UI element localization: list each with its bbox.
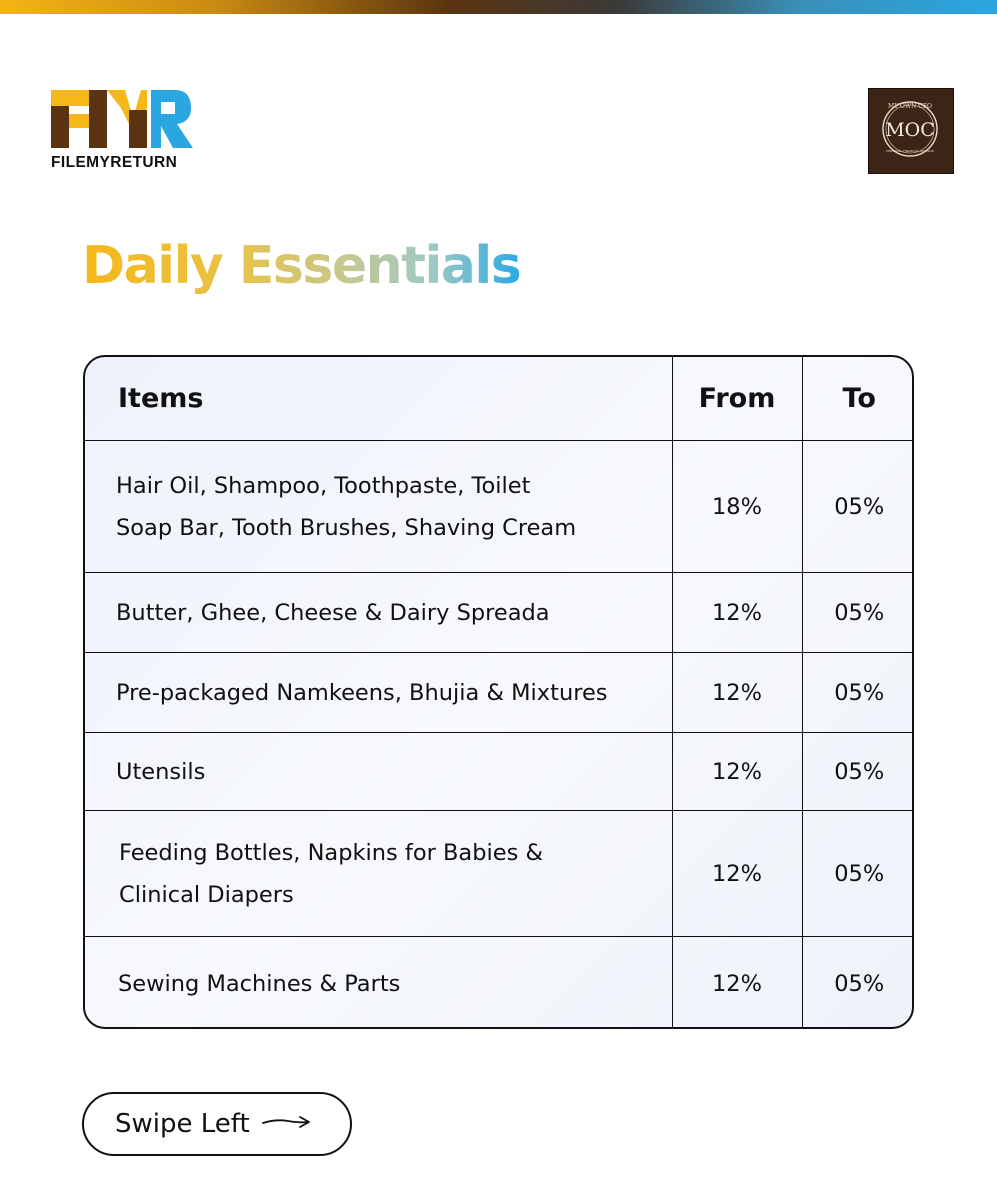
from-rate: 12% — [672, 653, 802, 733]
page-title: Daily Essentials — [82, 236, 521, 296]
table-row — [85, 937, 914, 1030]
item-line: Pre-packaged Namkeens, Bhujia & Mixtures — [116, 679, 608, 706]
table-row — [85, 653, 914, 733]
table-row — [85, 733, 914, 811]
item-cell — [85, 441, 672, 573]
to-header: To — [802, 357, 914, 441]
item-cell — [85, 937, 672, 1030]
arrow-right-icon — [262, 1114, 312, 1135]
item-line: Hair Oil, Shampoo, Toothpaste, Toilet — [116, 472, 531, 499]
to-rate: 05% — [802, 811, 914, 937]
item-line: Soap Bar, Tooth Brushes, Shaving Cream — [116, 514, 577, 541]
item-line: Feeding Bottles, Napkins for Babies & — [119, 839, 544, 866]
item-line: Sewing Machines & Parts — [118, 971, 401, 998]
to-rate: 05% — [802, 653, 914, 733]
item-line: Butter, Ghee, Cheese & Dairy Spreada — [116, 599, 550, 626]
item-cell — [85, 573, 672, 653]
gst-rates-table — [83, 355, 914, 1029]
moc-text: MOC — [885, 119, 935, 141]
my-own-cfo-logo — [868, 88, 954, 174]
item-line: Clinical Diapers — [119, 881, 294, 908]
table-row — [85, 441, 914, 573]
filemyreturn-logo — [51, 88, 196, 174]
moc-emblem — [869, 89, 951, 171]
rates-table — [85, 357, 914, 1029]
to-rate: 05% — [802, 441, 914, 573]
items-header: Items — [85, 357, 672, 441]
item-cell — [85, 653, 672, 733]
top-gradient-bar — [0, 0, 997, 14]
brand-name: FILEMYRETURN — [51, 154, 178, 171]
table-header-row — [85, 357, 914, 441]
moc-top-text: MY OWN CFO — [888, 103, 932, 110]
from-rate: 12% — [672, 733, 802, 811]
item-cell — [85, 733, 672, 811]
fmr-logo-mark — [51, 88, 196, 150]
to-rate: 05% — [802, 733, 914, 811]
table-row — [85, 811, 914, 937]
from-rate: 12% — [672, 937, 802, 1030]
swipe-left-button[interactable] — [82, 1092, 352, 1156]
item-cell — [85, 811, 672, 937]
swipe-label: Swipe Left — [115, 1109, 250, 1139]
item-line: Utensils — [116, 758, 206, 785]
from-rate: 18% — [672, 441, 802, 573]
moc-bottom-text: PERSONAL FINANCIAL ADVISOR — [886, 149, 934, 153]
to-rate: 05% — [802, 573, 914, 653]
to-rate: 05% — [802, 937, 914, 1030]
from-rate: 12% — [672, 573, 802, 653]
table-row — [85, 573, 914, 653]
from-rate: 12% — [672, 811, 802, 937]
from-header: From — [672, 357, 802, 441]
